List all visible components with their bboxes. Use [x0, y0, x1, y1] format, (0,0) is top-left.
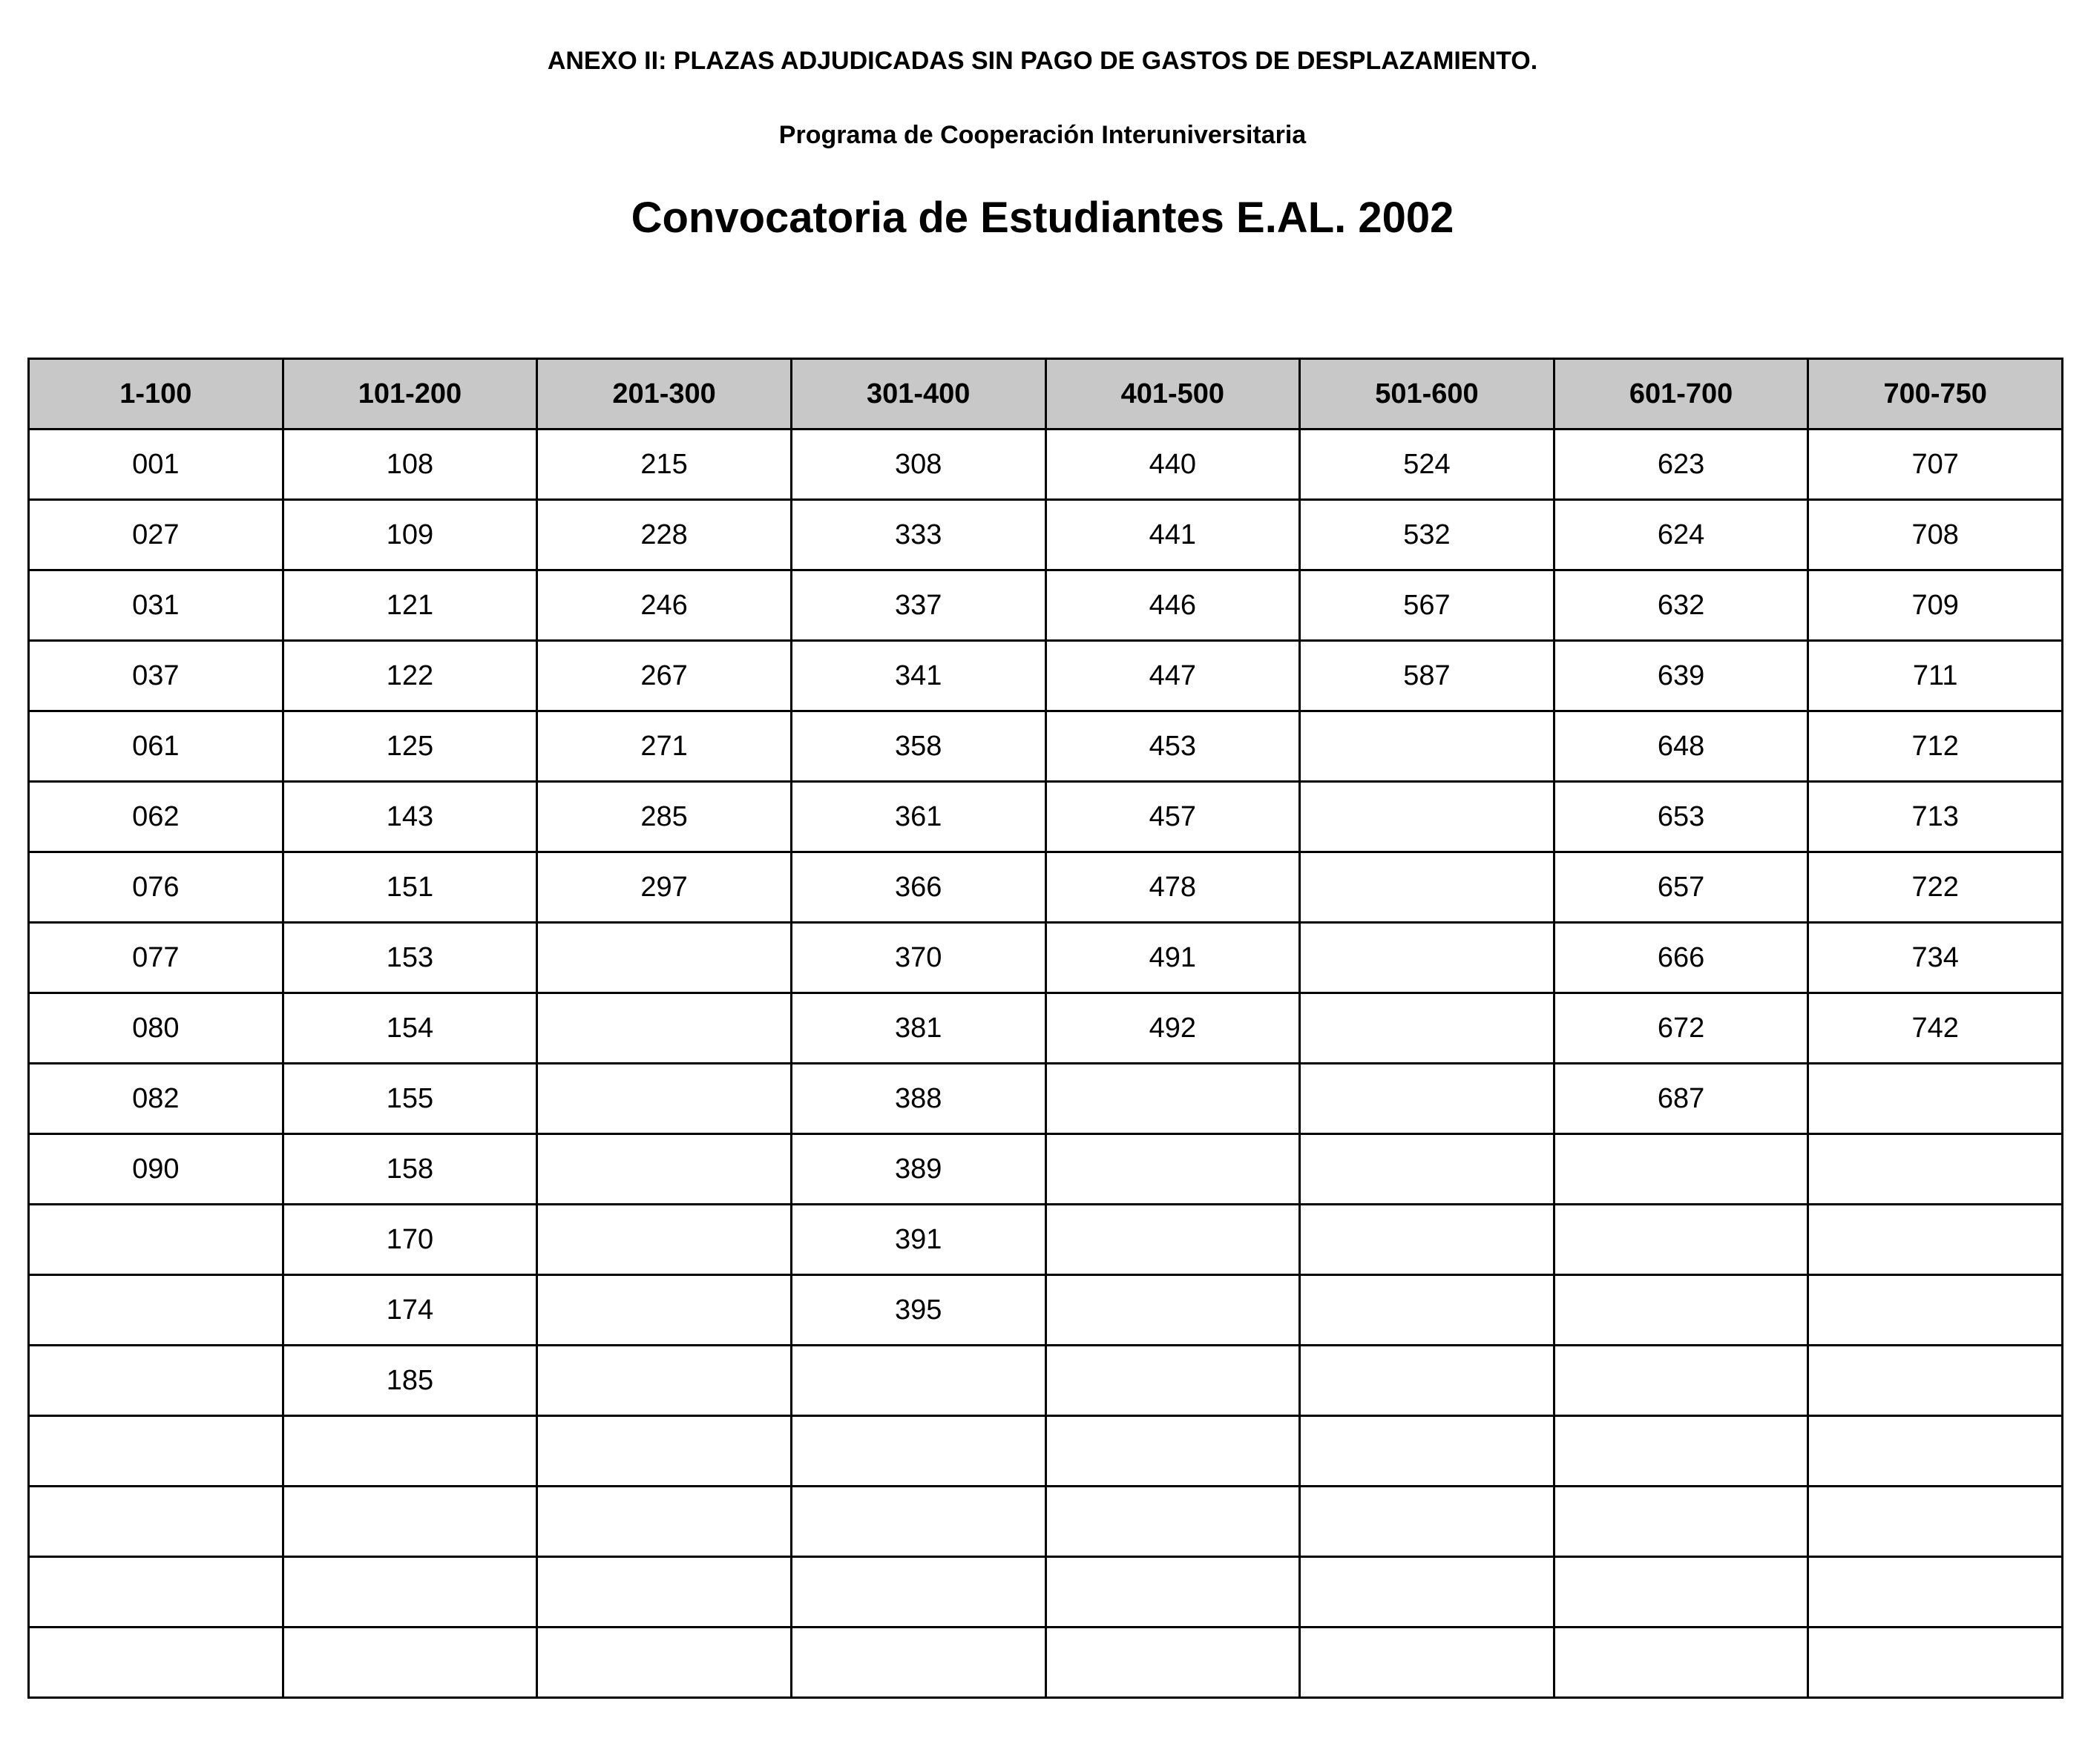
table-cell: 228: [537, 500, 792, 570]
table-cell: [1045, 1557, 1300, 1628]
table-cell: [791, 1416, 1045, 1487]
table-cell: 713: [1808, 782, 2063, 852]
table-cell: 174: [283, 1275, 537, 1346]
table-cell: 154: [283, 993, 537, 1064]
table-cell: [1554, 1557, 1808, 1628]
table-cell: 121: [283, 570, 537, 641]
table-cell: [283, 1557, 537, 1628]
call-title: Convocatoria de Estudiantes E.AL. 2002: [631, 194, 1454, 242]
table-cell: 707: [1808, 430, 2063, 500]
annex-title: ANEXO II: PLAZAS ADJUDICADAS SIN PAGO DE GASTOS DE DESPLAZAMIENTO.: [547, 47, 1538, 75]
table-cell: 708: [1808, 500, 2063, 570]
table-cell: 031: [29, 570, 283, 641]
table-row: [29, 993, 2063, 1064]
table-cell: 623: [1554, 430, 1808, 500]
table-body: [29, 430, 2063, 1698]
table-cell: 076: [29, 852, 283, 923]
table-row: [29, 923, 2063, 993]
table-cell: [791, 1628, 1045, 1698]
table-cell: 082: [29, 1064, 283, 1134]
table-cell: 478: [1045, 852, 1300, 923]
table-row: [29, 1416, 2063, 1487]
table-cell: [29, 1557, 283, 1628]
table-cell: [537, 923, 792, 993]
table-cell: 027: [29, 500, 283, 570]
table-cell: [1554, 1487, 1808, 1557]
table-cell: [1045, 1275, 1300, 1346]
table-row: [29, 1134, 2063, 1205]
table-cell: [1554, 1346, 1808, 1416]
table-cell: 395: [791, 1275, 1045, 1346]
table-cell: [1300, 1416, 1554, 1487]
table-cell: 711: [1808, 641, 2063, 711]
column-header: 700-750: [1808, 359, 2063, 430]
table-cell: 388: [791, 1064, 1045, 1134]
table-cell: [1808, 1134, 2063, 1205]
table-cell: [537, 993, 792, 1064]
table-row: [29, 782, 2063, 852]
table-row: [29, 1205, 2063, 1275]
table-cell: [1808, 1628, 2063, 1698]
table-cell: [29, 1487, 283, 1557]
table-cell: 391: [791, 1205, 1045, 1275]
table-cell: [1300, 1134, 1554, 1205]
table-cell: 639: [1554, 641, 1808, 711]
assignments-table: [27, 358, 2063, 1699]
table-cell: [1045, 1346, 1300, 1416]
table-cell: 215: [537, 430, 792, 500]
table-cell: 687: [1554, 1064, 1808, 1134]
table-cell: [1045, 1205, 1300, 1275]
table-cell: 389: [791, 1134, 1045, 1205]
column-header: 501-600: [1300, 359, 1554, 430]
table-cell: [537, 1134, 792, 1205]
table-row: [29, 570, 2063, 641]
table-row: [29, 1628, 2063, 1698]
table-cell: 185: [283, 1346, 537, 1416]
table-cell: [1554, 1134, 1808, 1205]
table-cell: 077: [29, 923, 283, 993]
table-cell: [1808, 1346, 2063, 1416]
table-cell: 446: [1045, 570, 1300, 641]
table-cell: 742: [1808, 993, 2063, 1064]
table-cell: 333: [791, 500, 1045, 570]
table-cell: 151: [283, 852, 537, 923]
table-cell: 080: [29, 993, 283, 1064]
table-cell: [1045, 1134, 1300, 1205]
table-cell: [29, 1628, 283, 1698]
table-cell: 267: [537, 641, 792, 711]
table-cell: 122: [283, 641, 537, 711]
table-cell: 440: [1045, 430, 1300, 500]
table-cell: [1554, 1205, 1808, 1275]
table-cell: 712: [1808, 711, 2063, 782]
table-cell: [537, 1346, 792, 1416]
table-cell: 587: [1300, 641, 1554, 711]
table-row: [29, 1346, 2063, 1416]
table-cell: [29, 1205, 283, 1275]
table-cell: 285: [537, 782, 792, 852]
table-cell: [283, 1487, 537, 1557]
table-cell: [1808, 1064, 2063, 1134]
table-cell: 358: [791, 711, 1045, 782]
table-cell: 158: [283, 1134, 537, 1205]
table-cell: 297: [537, 852, 792, 923]
table-cell: [1045, 1416, 1300, 1487]
table-cell: 666: [1554, 923, 1808, 993]
table-cell: 170: [283, 1205, 537, 1275]
table-cell: [29, 1416, 283, 1487]
table-cell: [1300, 1487, 1554, 1557]
column-header: 201-300: [537, 359, 792, 430]
table-cell: 143: [283, 782, 537, 852]
table-cell: 271: [537, 711, 792, 782]
table-cell: [791, 1557, 1045, 1628]
table-cell: [29, 1275, 283, 1346]
table-cell: [537, 1064, 792, 1134]
table-cell: [791, 1346, 1045, 1416]
table-cell: 090: [29, 1134, 283, 1205]
table-cell: 308: [791, 430, 1045, 500]
table-cell: 001: [29, 430, 283, 500]
table-cell: [537, 1275, 792, 1346]
table-cell: 524: [1300, 430, 1554, 500]
table-cell: [1300, 1205, 1554, 1275]
table-row: [29, 711, 2063, 782]
table-cell: [1045, 1487, 1300, 1557]
table-cell: 447: [1045, 641, 1300, 711]
table-cell: [1300, 1064, 1554, 1134]
table-cell: [1300, 1628, 1554, 1698]
table-cell: [537, 1416, 792, 1487]
table-cell: [283, 1628, 537, 1698]
table-cell: [1808, 1205, 2063, 1275]
table-cell: 337: [791, 570, 1045, 641]
table-cell: 381: [791, 993, 1045, 1064]
table-header: [29, 359, 2063, 430]
table-cell: 632: [1554, 570, 1808, 641]
table-row: [29, 500, 2063, 570]
table-cell: [537, 1628, 792, 1698]
table-cell: [1300, 1346, 1554, 1416]
table-row: [29, 641, 2063, 711]
table-cell: 061: [29, 711, 283, 782]
table-cell: [1300, 1557, 1554, 1628]
table-row: [29, 852, 2063, 923]
program-title: Programa de Cooperación Interuniversitaria: [778, 121, 1307, 149]
table-cell: 037: [29, 641, 283, 711]
table-cell: 109: [283, 500, 537, 570]
table-cell: 155: [283, 1064, 537, 1134]
column-header: 101-200: [283, 359, 537, 430]
table-row: [29, 430, 2063, 500]
table-cell: 648: [1554, 711, 1808, 782]
table-cell: [1554, 1628, 1808, 1698]
table-cell: [1554, 1275, 1808, 1346]
table-cell: [1808, 1416, 2063, 1487]
table-cell: [537, 1487, 792, 1557]
column-header: 401-500: [1045, 359, 1300, 430]
table-cell: [283, 1416, 537, 1487]
table-cell: 653: [1554, 782, 1808, 852]
table-cell: 108: [283, 430, 537, 500]
table-cell: 532: [1300, 500, 1554, 570]
table-cell: 491: [1045, 923, 1300, 993]
table-cell: 624: [1554, 500, 1808, 570]
table-cell: [1300, 923, 1554, 993]
table-cell: [1808, 1275, 2063, 1346]
column-header: 1-100: [29, 359, 283, 430]
table-cell: 366: [791, 852, 1045, 923]
table-cell: [1300, 1275, 1554, 1346]
table-cell: 492: [1045, 993, 1300, 1064]
table-cell: 361: [791, 782, 1045, 852]
table-cell: 672: [1554, 993, 1808, 1064]
table-cell: 567: [1300, 570, 1554, 641]
table-cell: [1045, 1628, 1300, 1698]
column-header: 601-700: [1554, 359, 1808, 430]
table-cell: [1300, 782, 1554, 852]
table-cell: 370: [791, 923, 1045, 993]
table-cell: 062: [29, 782, 283, 852]
table-row: [29, 1487, 2063, 1557]
table-cell: 709: [1808, 570, 2063, 641]
table-cell: [537, 1557, 792, 1628]
table-cell: 722: [1808, 852, 2063, 923]
table-cell: 657: [1554, 852, 1808, 923]
table-row: [29, 1275, 2063, 1346]
table-cell: 246: [537, 570, 792, 641]
table-row: [29, 1557, 2063, 1628]
table-cell: [1554, 1416, 1808, 1487]
table-cell: [1808, 1557, 2063, 1628]
column-header: 301-400: [791, 359, 1045, 430]
header-row: [29, 359, 2063, 430]
table-cell: [1300, 852, 1554, 923]
table-cell: 153: [283, 923, 537, 993]
table-cell: [1300, 711, 1554, 782]
table-cell: [1808, 1487, 2063, 1557]
table-cell: [1300, 993, 1554, 1064]
table-cell: [537, 1205, 792, 1275]
table-row: [29, 1064, 2063, 1134]
table-cell: [29, 1346, 283, 1416]
table-cell: [791, 1487, 1045, 1557]
table-cell: 457: [1045, 782, 1300, 852]
table-cell: 125: [283, 711, 537, 782]
table-cell: [1045, 1064, 1300, 1134]
table-cell: 341: [791, 641, 1045, 711]
table-cell: 453: [1045, 711, 1300, 782]
table-cell: 441: [1045, 500, 1300, 570]
table-cell: 734: [1808, 923, 2063, 993]
